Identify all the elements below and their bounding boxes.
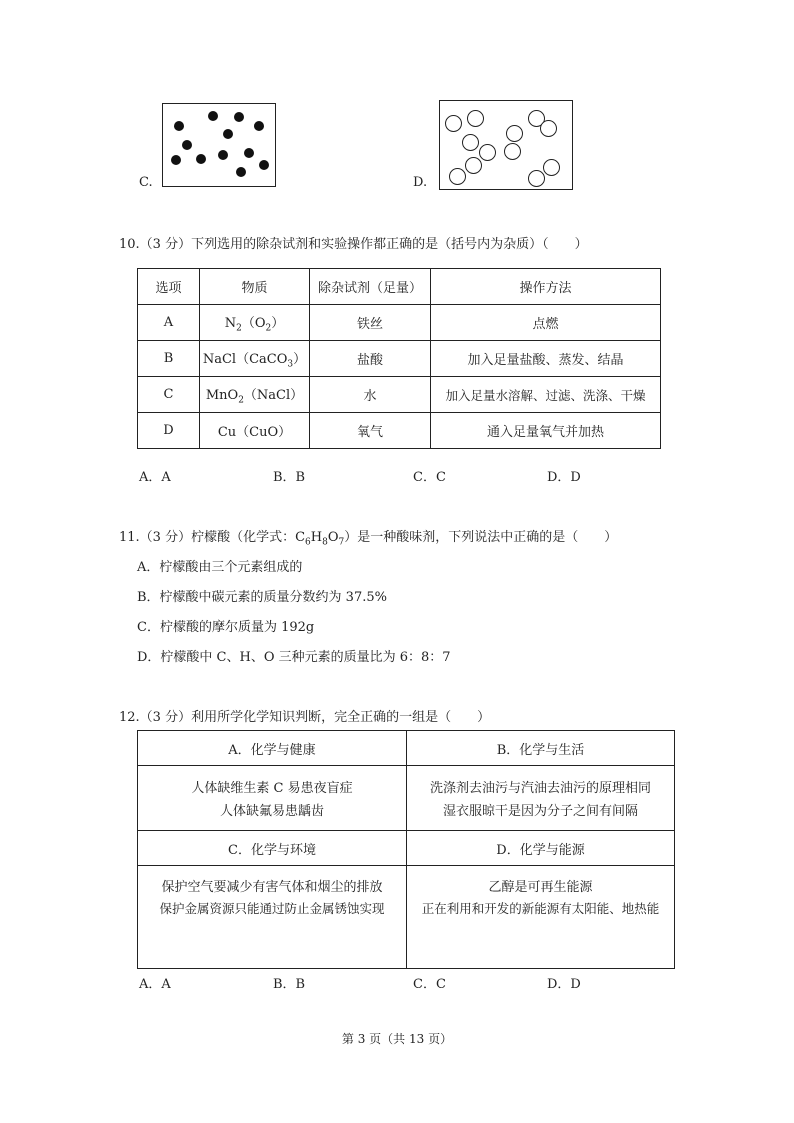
- header-method: 操作方法: [431, 269, 661, 305]
- option-d-label: D.: [413, 175, 428, 190]
- q12-table: [137, 730, 675, 969]
- header-option: 选项: [138, 269, 200, 305]
- row-substance: MnO$_2$（NaCl）: [200, 377, 310, 413]
- q12-answer-d[interactable]: D．D: [547, 977, 581, 992]
- cell-c-title: C．化学与环境: [138, 831, 407, 866]
- row-reagent: 铁丝: [310, 305, 431, 341]
- q11-stem: 11.（3 分）柠檬酸（化学式：$C_6H_8O_7$）是一种酸味剂，下列说法中正确的是（ ）: [119, 530, 618, 548]
- row-method: 加入足量水溶解、过滤、洗涤、干燥: [431, 377, 661, 413]
- table-row: [138, 305, 661, 341]
- row-option: C: [138, 377, 200, 413]
- cell-c-content: 保护空气要减少有害气体和烟尘的排放 保护金属资源只能通过防止金属锈蚀实现: [138, 866, 407, 969]
- q12-answer-c[interactable]: C．C: [413, 977, 446, 992]
- cell-d-content: 乙醇是可再生能源 正在利用和开发的新能源有太阳能、地热能: [407, 866, 675, 969]
- table-row: [138, 377, 661, 413]
- q11-option-a[interactable]: A．柠檬酸由三个元素组成的: [137, 560, 303, 575]
- cell-d-title: D．化学与能源: [407, 831, 675, 866]
- table-header-row: [138, 269, 661, 305]
- row-method: 加入足量盐酸、蒸发、结晶: [431, 341, 661, 377]
- table-row: [138, 413, 661, 449]
- q10-stem: 10.（3 分）下列选用的除杂试剂和实验操作都正确的是（括号内为杂质）（ ）: [119, 237, 588, 252]
- q12-answer-b[interactable]: B．B: [273, 977, 306, 992]
- row-reagent: 水: [310, 377, 431, 413]
- row-substance: $N_2(O_2)$: [200, 305, 310, 341]
- q10-answer-a[interactable]: A．A: [139, 470, 171, 485]
- q10-answer-c[interactable]: C．C: [413, 470, 446, 485]
- q11-option-d[interactable]: D．柠檬酸中 C、H、O 三种元素的质量比为 6：8：7: [137, 650, 451, 665]
- cell-a-title: A．化学与健康: [138, 731, 407, 766]
- row-substance: Cu（CuO）: [200, 413, 310, 449]
- page-number: 第 3 页（共 13 页）: [341, 1032, 453, 1046]
- q11-option-c[interactable]: C．柠檬酸的摩尔质量为 192g: [137, 620, 315, 635]
- row-method: 通入足量氧气并加热: [431, 413, 661, 449]
- row-option: A: [138, 305, 200, 341]
- row-method: 点燃: [431, 305, 661, 341]
- cell-b-content: 洗涤剂去油污与汽油去油污的原理相同 湿衣服晾干是因为分子之间有间隔: [407, 766, 675, 831]
- q10-answer-d[interactable]: D．D: [547, 470, 581, 485]
- q12-answer-a[interactable]: A．A: [139, 977, 171, 992]
- option-c-label: C.: [139, 175, 153, 190]
- cell-b-title: B．化学与生活: [407, 731, 675, 766]
- row-option: B: [138, 341, 200, 377]
- row-reagent: 盐酸: [310, 341, 431, 377]
- q11-option-b[interactable]: B．柠檬酸中碳元素的质量分数约为 37.5%: [137, 590, 387, 605]
- q10-table: [137, 268, 661, 449]
- particle-diagram-c: [162, 103, 276, 187]
- table-row: [138, 341, 661, 377]
- header-substance: 物质: [200, 269, 310, 305]
- particle-diagram-d: [439, 100, 573, 190]
- cell-a-content: 人体缺维生素 C 易患夜盲症 人体缺氟易患龋齿: [138, 766, 407, 831]
- row-substance: NaCl（CaCO$_3$）: [200, 341, 310, 377]
- row-reagent: 氧气: [310, 413, 431, 449]
- q12-stem: 12.（3 分）利用所学化学知识判断，完全正确的一组是（ ）: [119, 710, 491, 725]
- q10-answer-b[interactable]: B．B: [273, 470, 306, 485]
- row-option: D: [138, 413, 200, 449]
- header-reagent: 除杂试剂（足量）: [310, 269, 431, 305]
